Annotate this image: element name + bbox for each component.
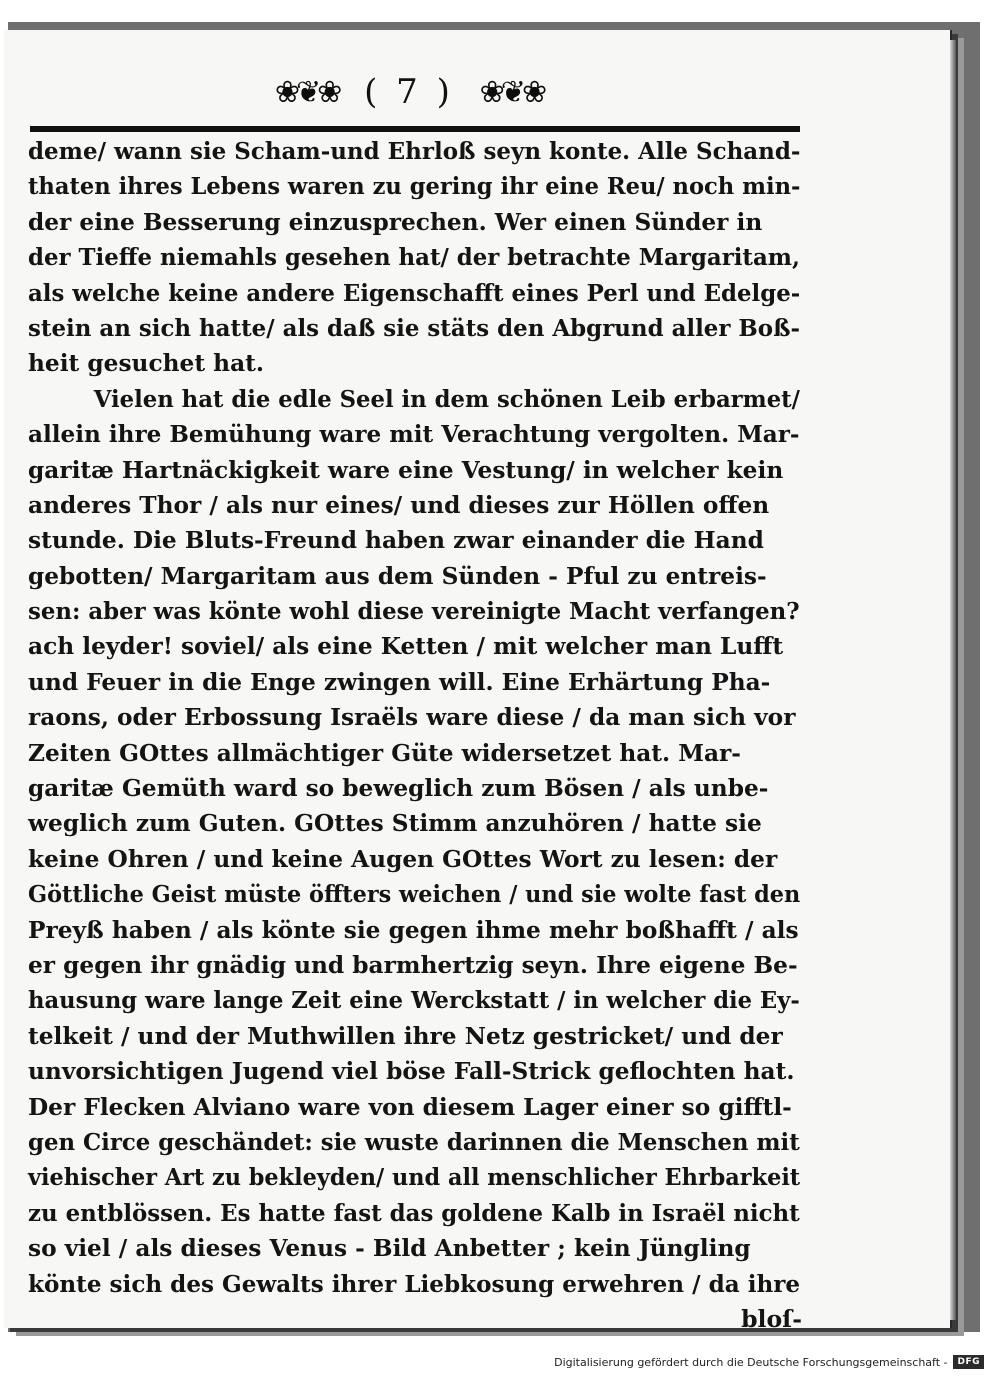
text-line: allein ihre Bemühung ware mit Verachtung vergolten. Mar- <box>28 420 800 449</box>
text-line: zu entblössen. Es hatte fast das goldene Kalb in Israël nicht <box>28 1198 800 1227</box>
text-line: ach leyder! soviel/ als eine Ketten / mit welcher man Lufft <box>28 632 784 661</box>
text-line: er gegen ihr gnädig und barmhertzig seyn. Ihre eigene Be- <box>28 950 798 979</box>
body-text <box>28 134 808 1337</box>
catchword: bloſ- <box>741 1304 802 1333</box>
text-line: stunde. Die Bluts-Freund haben zwar einander die Hand <box>28 526 764 555</box>
text-line: als welche keine andere Eigenschafft eines Perl und Edelge- <box>28 278 801 307</box>
text-line: anderes Thor / als nur eines/ und dieses zur Höllen offen <box>28 490 770 519</box>
text-line: keine Ohren / und keine Augen GOttes Wort zu lesen: der <box>28 844 778 873</box>
text-line: der eine Besserung einzusprechen. Wer einen Sünder in <box>28 207 763 236</box>
text-line: telkeit / und der Muthwillen ihre Netz gestricket/ und der <box>28 1021 783 1050</box>
header-rule <box>30 126 800 132</box>
text-line: sen: aber was könte wohl diese vereinigte Macht verfangen? <box>28 597 800 626</box>
text-line: gen Circe geschändet: sie wuste darinnen die Menschen mit <box>28 1127 800 1156</box>
text-line: garitæ Gemüth ward so beweglich zum Bösen / als unbe- <box>28 774 769 803</box>
ornament-right-icon: ❀❦❀ <box>479 74 544 110</box>
text-line: der Tieffe niemahls gesehen hat/ der betrachte Margaritam, <box>28 243 800 272</box>
text-line: hausung ware lange Zeit eine Werckstatt / in welcher die Ey- <box>28 986 800 1015</box>
text-line: thaten ihres Lebens waren zu gering ihr eine Reu/ noch min- <box>28 172 801 201</box>
page-edge <box>950 40 956 1320</box>
text-line: heit gesuchet hat. <box>28 349 264 378</box>
text-line: könte sich des Gewalts ihrer Liebkosung erwehren / da ihre <box>28 1269 801 1298</box>
page-number: ( 7 ) <box>364 72 454 112</box>
footer-credit-text: Digitalisierung gefördert durch die Deutsche Forschungsgemeinschaft - <box>554 1355 948 1369</box>
book-page <box>4 30 952 1333</box>
text-line: und Feuer in die Enge zwingen will. Eine Erhärtung Pha- <box>28 667 771 696</box>
text-line: deme/ wann sie Scham-und Ehrloß seyn konte. Alle Schand- <box>28 137 801 165</box>
text-line: Vielen hat die edle Seel in dem schönen Leib erbarmet/ <box>93 384 800 413</box>
text-line: gebotten/ Margaritam aus dem Sünden - Pful zu entreis- <box>28 561 767 590</box>
dfg-logo: DFG <box>953 1355 984 1369</box>
text-line: Zeiten GOttes allmächtiger Güte widersetzet hat. Mar- <box>28 738 741 767</box>
footer-credit <box>0 1350 1000 1374</box>
text-line: so viel / als dieses Venus - Bild Anbetter ; kein Jüngling <box>28 1234 751 1263</box>
text-line: raons, oder Erbossung Israëls ware diese / da man sich vor <box>28 703 796 732</box>
text-line: weglich zum Guten. GOttes Stimm anzuhören / hatte sie <box>28 809 762 838</box>
text-line: garitæ Hartnäckigkeit ware eine Vestung/ in welcher kein <box>28 455 784 484</box>
text-line: stein an sich hatte/ als daß sie stäts den Abgrund aller Boß- <box>28 313 800 342</box>
text-line: Der Flecken Alviano ware von diesem Lager einer so gifftl- <box>28 1092 792 1121</box>
text-line: Preyß haben / als könte sie gegen ihme mehr boßhafft / als <box>28 915 799 944</box>
text-line: unvorsichtigen Jugend viel böse Fall-Strick geflochten hat. <box>28 1057 795 1086</box>
text-line: Göttliche Geist müste öffters weichen / und sie wolte fast den <box>28 880 801 909</box>
ornament-left-icon: ❀❦❀ <box>274 74 339 110</box>
page-header <box>244 68 574 116</box>
text-line: viehischer Art zu bekleyden/ und all menschlicher Ehrbarkeit <box>28 1163 801 1192</box>
